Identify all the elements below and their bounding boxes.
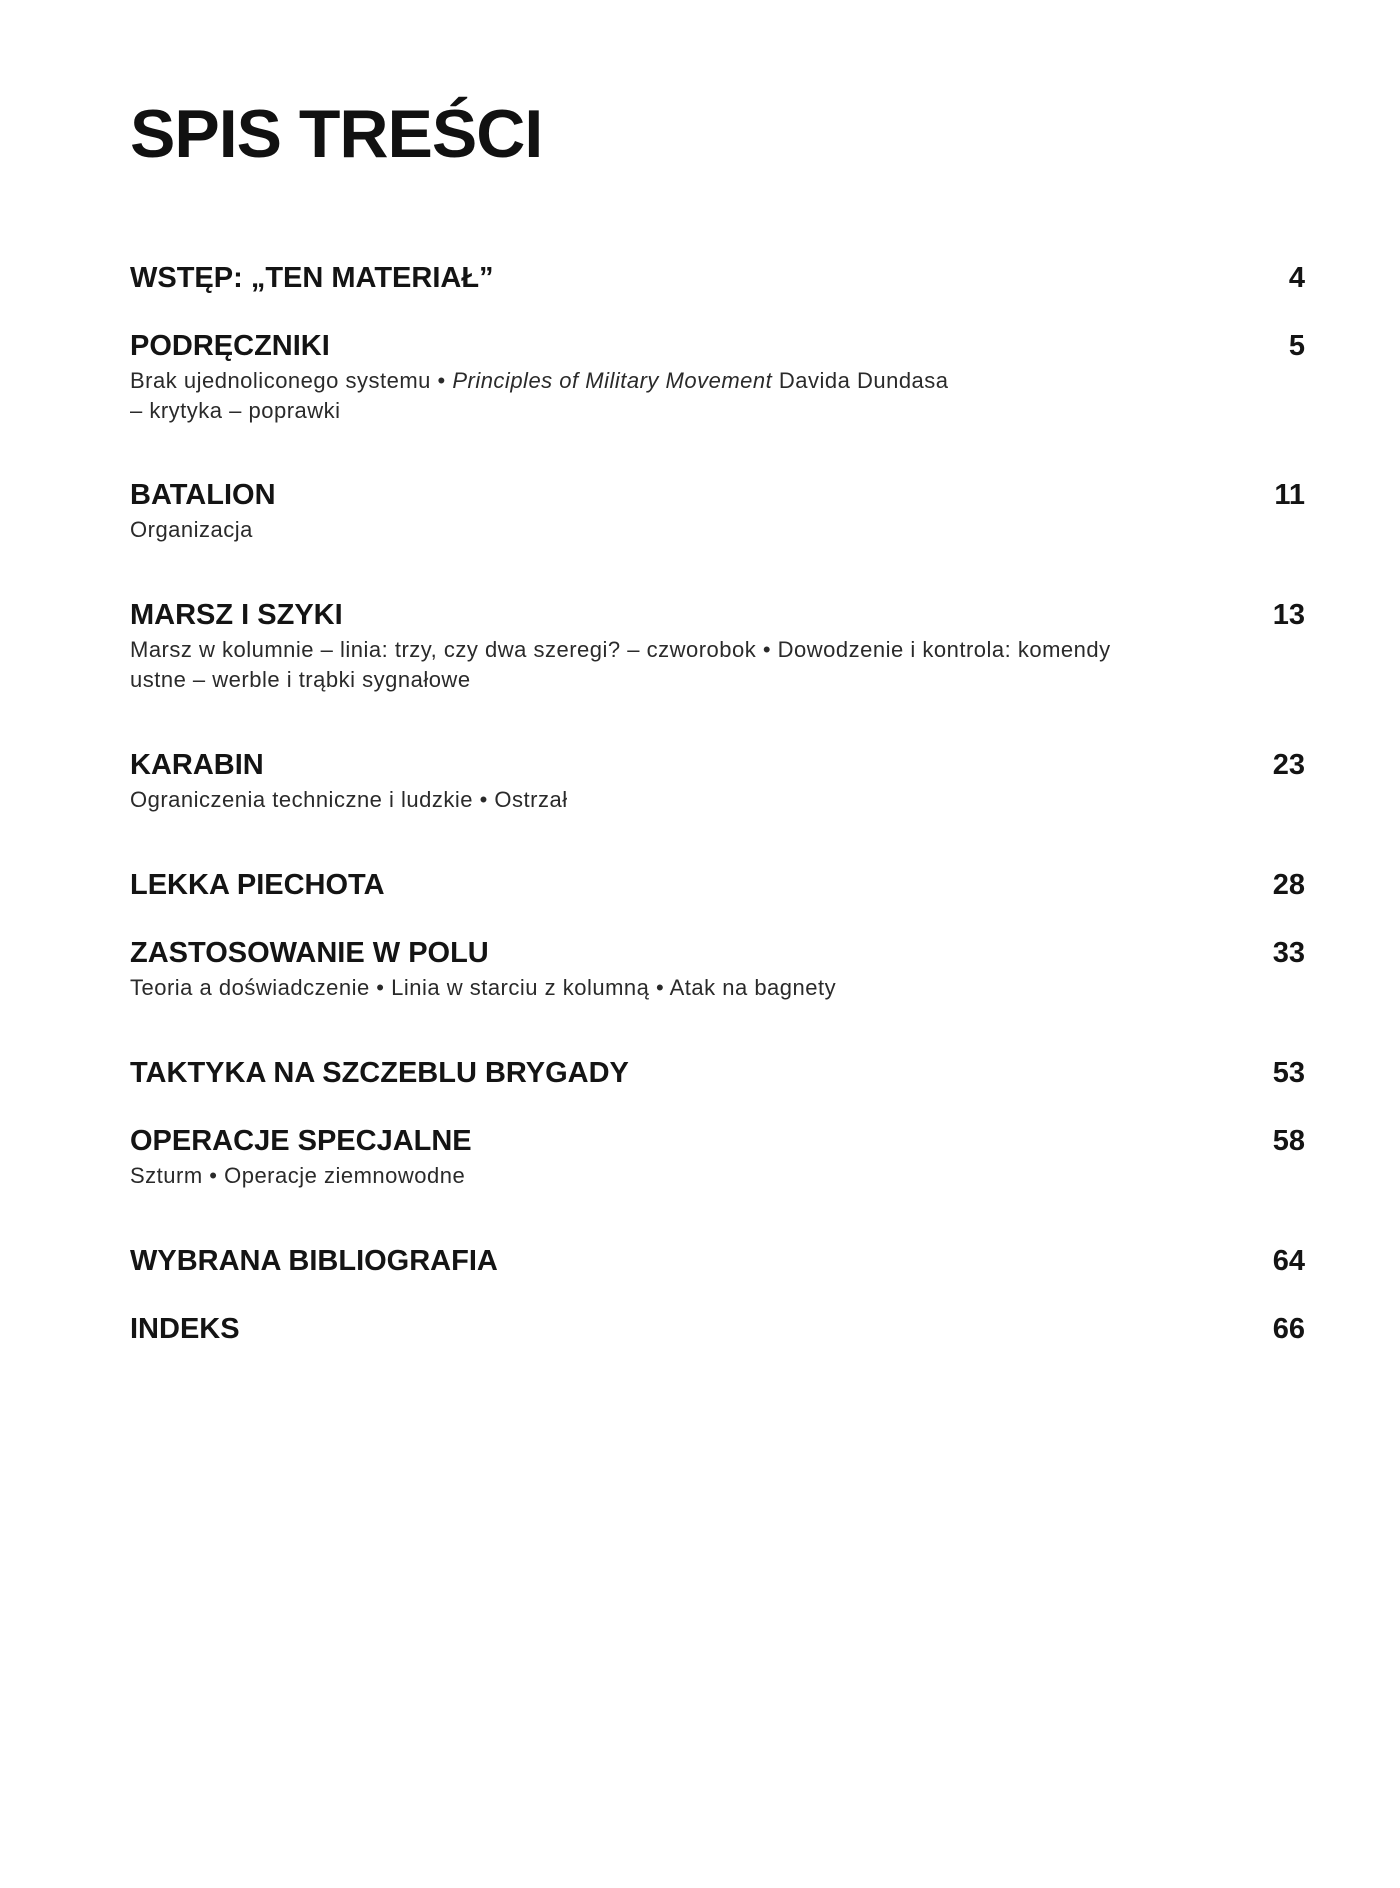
- chapter-title: ZASTOSOWANIE W POLU: [130, 937, 489, 969]
- toc-list: [130, 0, 1305, 1888]
- chapter-subtopics: [130, 515, 1210, 545]
- toc-entry-heading: [130, 1053, 1305, 1093]
- page-title: SPIS TREŚCI: [130, 96, 543, 172]
- chapter-title: KARABIN: [130, 749, 264, 781]
- page-number: 23: [1272, 749, 1305, 781]
- subtopic-text: – krytyka – poprawki: [130, 398, 341, 423]
- toc-entry-heading: [130, 326, 1305, 366]
- page-number: 53: [1272, 1057, 1305, 1089]
- subtopic-text: Organizacja: [130, 517, 253, 542]
- page-number: 5: [1288, 330, 1305, 362]
- chapter-subtopics: [130, 1161, 1210, 1191]
- chapter-subtopics: [130, 635, 1210, 695]
- page-number: 13: [1272, 599, 1305, 631]
- toc-entry-heading: [130, 475, 1305, 515]
- toc-entry-heading: [130, 865, 1305, 905]
- chapter-title: MARSZ I SZYKI: [130, 599, 343, 631]
- subtopic-text: Szturm • Operacje ziemnowodne: [130, 1163, 466, 1188]
- toc-page: [130, 0, 1305, 1888]
- toc-entry: [130, 1053, 1305, 1093]
- toc-entry: [130, 1121, 1305, 1191]
- toc-entry: [130, 865, 1305, 905]
- subtopic-text: Davida Dundasa: [772, 368, 949, 393]
- toc-entry: [130, 595, 1305, 695]
- chapter-title: INDEKS: [130, 1313, 240, 1345]
- chapter-title: TAKTYKA NA SZCZEBLU BRYGADY: [130, 1057, 629, 1089]
- chapter-title: WSTĘP: „TEN MATERIAŁ”: [130, 262, 494, 294]
- chapter-title: PODRĘCZNIKI: [130, 330, 330, 362]
- page-number: 4: [1288, 262, 1305, 294]
- subtopic-text: ustne – werble i trąbki sygnałowe: [130, 667, 471, 692]
- toc-entry: [130, 1309, 1305, 1349]
- chapter-subtopics: [130, 785, 1210, 815]
- subtopic-text: Marsz w kolumnie – linia: trzy, czy dwa szeregi? – czworobok • Dowodzenie i kontrola: komendy: [130, 637, 1111, 662]
- chapter-title: WYBRANA BIBLIOGRAFIA: [130, 1245, 498, 1277]
- toc-entry: [130, 326, 1305, 426]
- toc-entry-heading: [130, 595, 1305, 635]
- toc-entry-heading: [130, 1309, 1305, 1349]
- subtopic-text: Brak ujednoliconego systemu •: [130, 368, 453, 393]
- page-number: 64: [1272, 1245, 1305, 1277]
- subtopic-text: Teoria a doświadczenie • Linia w starciu z kolumną • Atak na bagnety: [130, 975, 837, 1000]
- toc-entry-heading: [130, 745, 1305, 785]
- page-number: 33: [1272, 937, 1305, 969]
- page-number: 58: [1272, 1125, 1305, 1157]
- toc-entry-heading: [130, 933, 1305, 973]
- chapter-subtopics: [130, 973, 1210, 1003]
- page-number: 28: [1272, 869, 1305, 901]
- page-number: 11: [1274, 479, 1305, 511]
- chapter-title: BATALION: [130, 479, 276, 511]
- chapter-subtopics: [130, 366, 1210, 426]
- toc-entry: [130, 1241, 1305, 1281]
- toc-entry: [130, 475, 1305, 545]
- book-title-italic: Principles of Military Movement: [452, 368, 773, 393]
- toc-entry: [130, 745, 1305, 815]
- page-number: 66: [1272, 1313, 1305, 1345]
- toc-entry-heading: [130, 1241, 1305, 1281]
- toc-entry-heading: [130, 258, 1305, 298]
- toc-entry: [130, 933, 1305, 1003]
- chapter-title: OPERACJE SPECJALNE: [130, 1125, 472, 1157]
- chapter-title: LEKKA PIECHOTA: [130, 869, 385, 901]
- toc-entry-heading: [130, 1121, 1305, 1161]
- subtopic-text: Ograniczenia techniczne i ludzkie • Ostrzał: [130, 787, 568, 812]
- toc-entry: [130, 258, 1305, 298]
